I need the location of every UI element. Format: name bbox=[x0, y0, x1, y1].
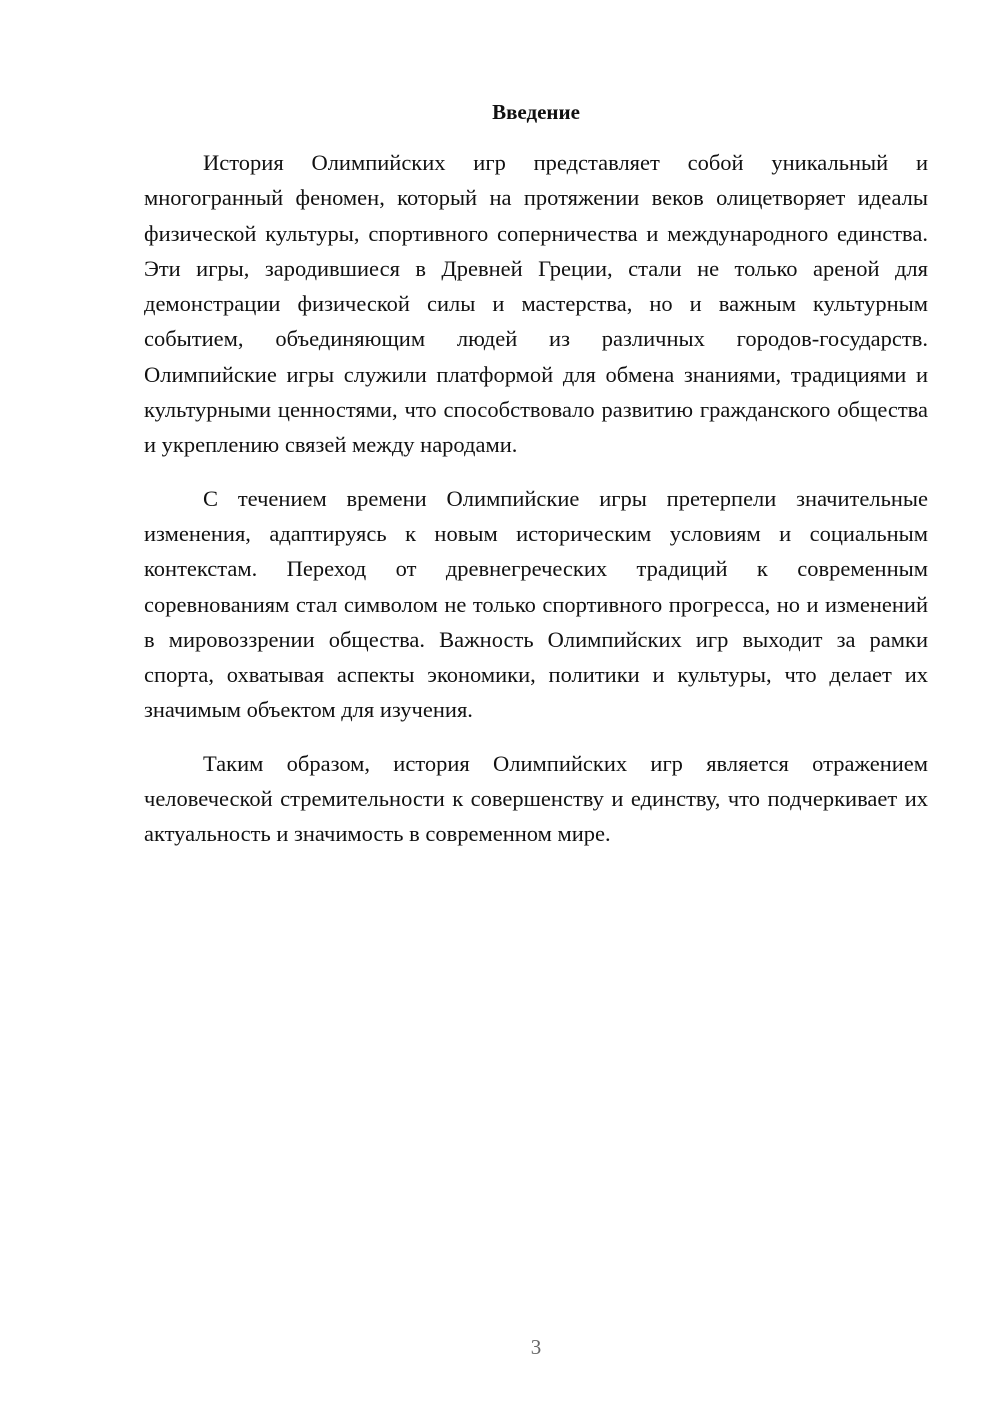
paragraph-1: История Олимпийских игр представляет собой уникальный и многогранный феномен, который на протяжении веков олицетворяет идеалы физической культуры, спортивного соперничества и международного единства. Эти игры, зародившиеся в Древней Греции, стали не только ареной для демонстрации физической силы и мастерства, но и важным культурным событием, объединяющим людей из различных городов-государств. Олимпийские игры служили платформой для обмена знаниями, традициями и культурными ценностями, что способствовало развитию гражданского общества и укреплению связей между народами. bbox=[144, 150, 928, 458]
page-number: 3 bbox=[530, 1335, 542, 1359]
body-text bbox=[144, 145, 928, 870]
section-title: Введение bbox=[492, 100, 580, 124]
paragraph-2: С течением времени Олимпийские игры претерпели значительные изменения, адаптируясь к новым историческим условиям и социальным контекстам. Переход от древнегреческих традиций к современным соревнованиям стал символом не только спортивного прогресса, но и изменений в мировоззрении общества. Важность Олимпийских игр выходит за рамки спорта, охватывая аспекты экономики, политики и культуры, что делает их значимым объектом для изучения. bbox=[144, 485, 928, 723]
paragraph-3: Таким образом, история Олимпийских игр является отражением человеческой стремительности к совершенству и единству, что подчеркивает их актуальность и значимость в современном мире. bbox=[144, 750, 928, 847]
